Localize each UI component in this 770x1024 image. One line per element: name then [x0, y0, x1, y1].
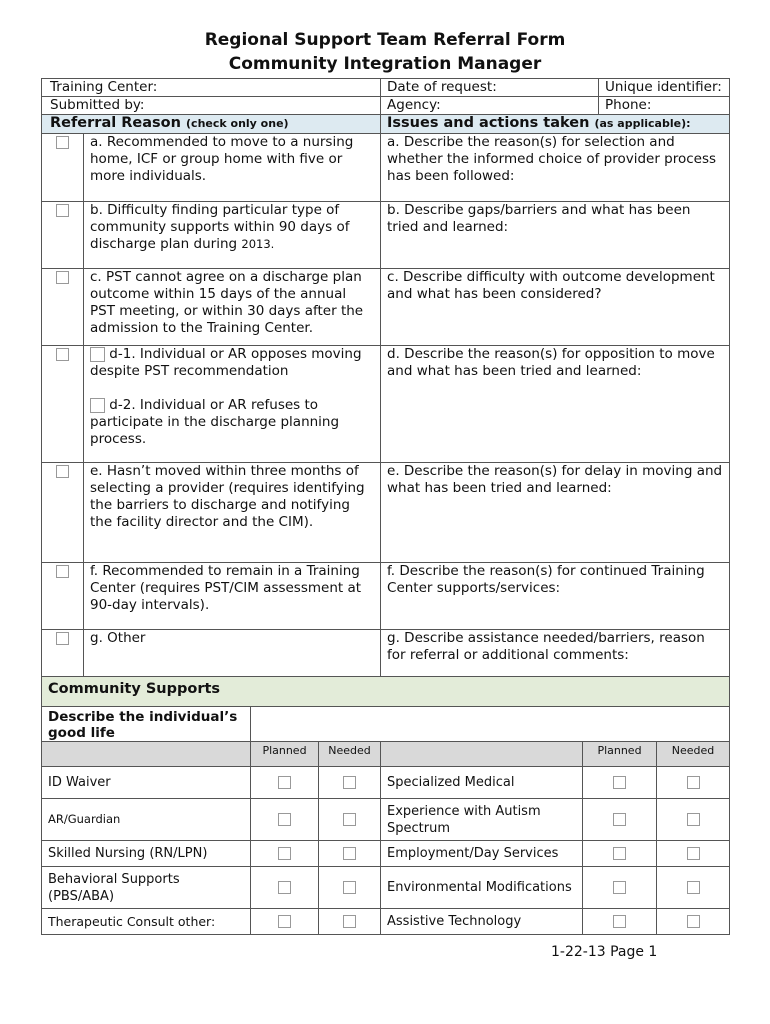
support-label: Specialized Medical	[381, 767, 583, 799]
reason-g-text: g. Other	[84, 630, 381, 679]
planned-header: Planned	[251, 742, 319, 767]
reason-row-d	[42, 346, 730, 463]
page-footer: 1-22-13 Page 1	[551, 944, 658, 960]
reason-e-issue[interactable]: e. Describe the reason(s) for delay in moving and what has been tried and learned:	[381, 463, 730, 563]
needed-checkbox[interactable]	[687, 847, 700, 860]
reason-b-issue[interactable]: b. Describe gaps/barriers and what has been tried and learned:	[381, 202, 730, 269]
needed-checkbox[interactable]	[343, 776, 356, 789]
planned-checkbox[interactable]	[613, 813, 626, 826]
support-label: Assistive Technology	[381, 909, 583, 935]
planned-checkbox[interactable]	[278, 847, 291, 860]
reason-row-f	[42, 563, 730, 630]
needed-checkbox[interactable]	[687, 881, 700, 894]
reason-d1-checkbox[interactable]	[90, 347, 105, 362]
needed-checkbox[interactable]	[343, 881, 356, 894]
reason-c-checkbox[interactable]	[56, 271, 69, 284]
needed-checkbox[interactable]	[343, 813, 356, 826]
referral-reason-header: Referral Reason (check only one)	[42, 115, 381, 134]
planned-header-right: Planned	[583, 742, 657, 767]
planned-checkbox[interactable]	[613, 915, 626, 928]
support-row	[42, 909, 730, 935]
reason-e-checkbox[interactable]	[56, 465, 69, 478]
submitted-by-field[interactable]: Submitted by:	[42, 97, 381, 115]
reason-row-g	[42, 630, 730, 679]
needed-header: Needed	[319, 742, 381, 767]
planned-checkbox[interactable]	[278, 915, 291, 928]
training-center-field[interactable]: Training Center:	[42, 79, 381, 97]
support-row	[42, 867, 730, 909]
support-row	[42, 841, 730, 867]
form-title: Regional Support Team Referral Form	[204, 30, 566, 50]
planned-checkbox[interactable]	[613, 847, 626, 860]
community-supports-header: Community Supports	[42, 677, 730, 707]
support-label: Environmental Modifications	[381, 867, 583, 909]
community-supports-table	[41, 676, 730, 935]
planned-checkbox[interactable]	[613, 881, 626, 894]
needed-checkbox[interactable]	[343, 915, 356, 928]
support-label: Behavioral Supports (PBS/ABA)	[42, 867, 251, 909]
reason-row-c	[42, 269, 730, 346]
needed-checkbox[interactable]	[343, 847, 356, 860]
planned-checkbox[interactable]	[278, 813, 291, 826]
support-label: Experience with Autism Spectrum	[381, 799, 583, 841]
support-label: Therapeutic Consult other:	[42, 909, 251, 935]
reason-g-issue[interactable]: g. Describe assistance needed/barriers, reason for referral or additional comments:	[381, 630, 730, 679]
reason-d2-checkbox[interactable]	[90, 398, 105, 413]
reason-a-text: a. Recommended to move to a nursing home, ICF or group home with five or more individuals.	[84, 134, 381, 202]
reason-e-text: e. Hasn’t moved within three months of selecting a provider (requires identifying the barriers to discharge and notifying the facility director and the CIM).	[84, 463, 381, 563]
reason-row-b	[42, 202, 730, 269]
support-label: Skilled Nursing (RN/LPN)	[42, 841, 251, 867]
support-row	[42, 799, 730, 841]
planned-checkbox[interactable]	[278, 881, 291, 894]
reason-f-checkbox[interactable]	[56, 565, 69, 578]
reason-b-checkbox[interactable]	[56, 204, 69, 217]
planned-checkbox[interactable]	[278, 776, 291, 789]
reason-row-e	[42, 463, 730, 563]
reason-d-issue[interactable]: d. Describe the reason(s) for opposition to move and what has been tried and learned:	[381, 346, 730, 463]
reason-f-issue[interactable]: f. Describe the reason(s) for continued Training Center supports/services:	[381, 563, 730, 630]
reason-a-checkbox[interactable]	[56, 136, 69, 149]
date-of-request-field[interactable]: Date of request:	[381, 79, 599, 97]
reason-g-checkbox[interactable]	[56, 632, 69, 645]
reason-d-checkbox[interactable]	[56, 348, 69, 361]
support-label: ID Waiver	[42, 767, 251, 799]
reason-a-issue[interactable]: a. Describe the reason(s) for selection and whether the informed choice of provider process has been followed:	[381, 134, 730, 202]
unique-identifier-field[interactable]: Unique identifier:	[599, 79, 730, 97]
needed-checkbox[interactable]	[687, 776, 700, 789]
needed-checkbox[interactable]	[687, 915, 700, 928]
needed-checkbox[interactable]	[687, 813, 700, 826]
needed-header-right: Needed	[657, 742, 730, 767]
reason-f-text: f. Recommended to remain in a Training Center (requires PST/CIM assessment at 90-day intervals).	[84, 563, 381, 630]
phone-field[interactable]: Phone:	[599, 97, 730, 115]
good-life-field[interactable]	[251, 707, 730, 742]
reason-d-text: d-1. Individual or AR opposes moving despite PST recommendation d-2. Individual or AR refuses to participate in the discharge planning process.	[84, 346, 381, 463]
good-life-label: Describe the individual’s good life	[42, 707, 251, 742]
support-label: Employment/Day Services	[381, 841, 583, 867]
planned-checkbox[interactable]	[613, 776, 626, 789]
reason-c-text: c. PST cannot agree on a discharge plan outcome within 15 days of the annual PST meeting, or within 30 days after the admission to the Training Center.	[84, 269, 381, 346]
referral-table	[41, 78, 730, 679]
issues-header: Issues and actions taken (as applicable):	[381, 115, 730, 134]
form-subtitle: Community Integration Manager	[228, 54, 542, 74]
support-label: AR/Guardian	[42, 799, 251, 841]
reason-c-issue[interactable]: c. Describe difficulty with outcome development and what has been considered?	[381, 269, 730, 346]
reason-row-a	[42, 134, 730, 202]
reason-b-text: b. Difficulty finding particular type of community supports within 90 days of discharge plan during 2013.	[84, 202, 381, 269]
agency-field[interactable]: Agency:	[381, 97, 599, 115]
support-row	[42, 767, 730, 799]
